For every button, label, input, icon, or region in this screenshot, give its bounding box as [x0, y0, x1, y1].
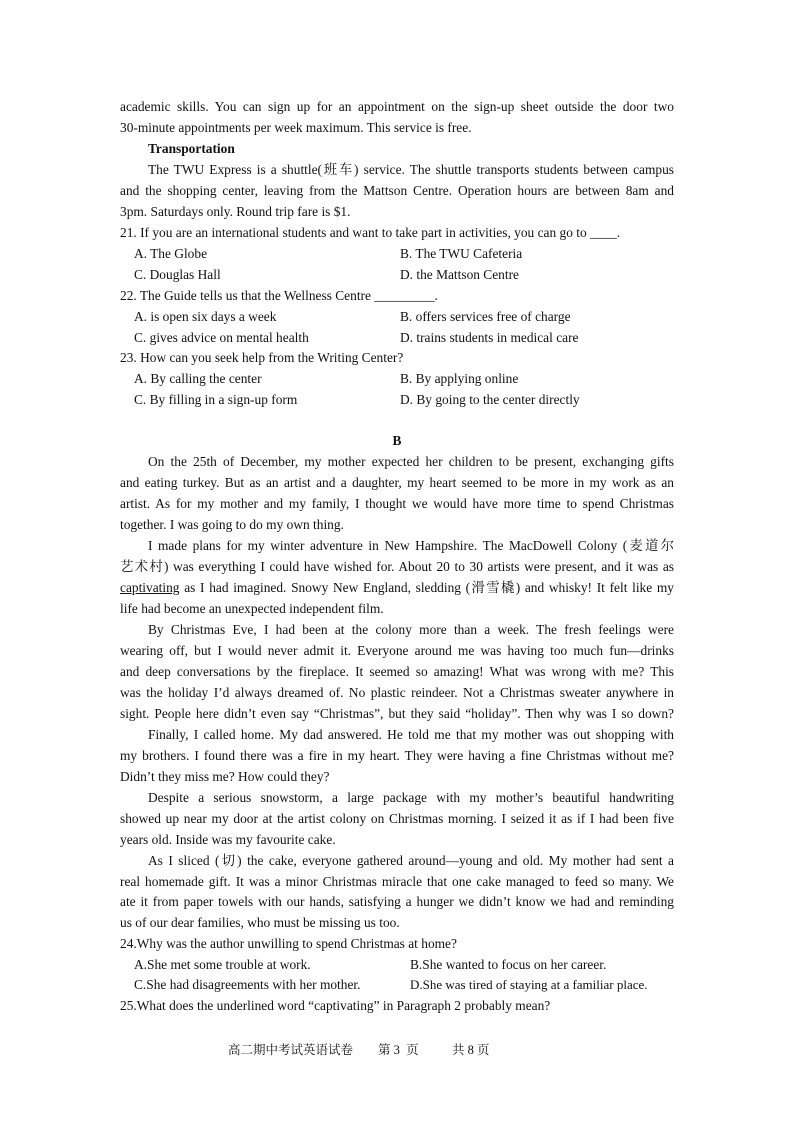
question-22-option-c: C. gives advice on mental health	[134, 330, 309, 345]
passage-b-line-rest: as I had imagined. Snowy New England, sledding (滑雪橇) and whisky! It felt like my	[179, 580, 674, 595]
passage-b-line: together. I was going to do my own thing.	[120, 517, 344, 532]
passage-a-line: and the shopping center, leaving from the Mattson Centre. Operation hours are between 8am and	[120, 183, 674, 198]
question-25-stem: 25.What does the underlined word “captivating” in Paragraph 2 probably mean?	[120, 998, 551, 1013]
passage-b-line: 艺术村) was everything I could have wished for. About 20 to 30 artists were present, and it was as	[120, 559, 674, 574]
passage-b-line: showed up near my door at the artist colony on Christmas morning. I seized it as if I had been five	[120, 811, 674, 826]
passage-b-line: Finally, I called home. My dad answered. He told me that my mother was out shopping with	[148, 727, 674, 742]
question-24-stem: 24.Why was the author unwilling to spend Christmas at home?	[120, 936, 457, 951]
passage-b-line: my brothers. I found there was a fire in my heart. They were having a fine Christmas without me?	[120, 748, 674, 763]
question-23-option-c: C. By filling in a sign-up form	[134, 392, 298, 407]
question-21-option-b: B. The TWU Cafeteria	[400, 246, 523, 261]
passage-b-line: sight. People here didn’t even say “Christmas”, but they said “holiday”. Then why was I so down?	[120, 706, 674, 721]
footer-page-number: 第 3 页	[378, 1043, 419, 1057]
footer-exam-title: 高二期中考试英语试卷	[228, 1043, 354, 1057]
passage-b-line: us of our dear families, who must be missing us too.	[120, 915, 400, 930]
passage-b-line: artist. As for my mother and my family, I thought we would have more time to spend Christmas	[120, 496, 674, 511]
transportation-heading: Transportation	[148, 141, 235, 156]
question-21-option-a: A. The Globe	[134, 246, 208, 261]
question-22-stem: 22. The Guide tells us that the Wellness Centre _________.	[120, 288, 438, 303]
question-23-option-d: D. By going to the center directly	[400, 392, 580, 407]
question-23-option-a: A. By calling the center	[134, 371, 262, 386]
passage-b-line	[120, 578, 674, 598]
passage-a-line: academic skills. You can sign up for an appointment on the sign-up sheet outside the door two	[120, 99, 674, 114]
passage-a-line: 3pm. Saturdays only. Round trip fare is $1.	[120, 204, 351, 219]
question-21-stem: 21. If you are an international students and want to take part in activities, you can go to ____.	[120, 225, 621, 240]
question-24-option-a: A.She met some trouble at work.	[134, 957, 311, 972]
question-24-option-d: D.She was tired of staying at a familiar place.	[410, 977, 648, 992]
passage-b-line: On the 25th of December, my mother expected her children to be present, exchanging gifts	[148, 454, 674, 469]
passage-a-line: 30-minute appointments per week maximum. This service is free.	[120, 120, 472, 135]
question-22-option-a: A. is open six days a week	[134, 309, 277, 324]
underlined-word-captivating: captivating	[120, 580, 180, 595]
passage-b-line: I made plans for my winter adventure in New Hampshire. The MacDowell Colony (麦道尔	[148, 538, 674, 553]
passage-b-line: real homemade gift. It was a minor Christmas miracle that one cake managed to feed so many. We	[120, 874, 674, 889]
question-24-option-b: B.She wanted to focus on her career.	[410, 957, 607, 972]
passage-b-line: wearing off, but I would never admit it. Everyone around me was having too much fun—drinks	[120, 643, 674, 658]
passage-b-line: As I sliced (切) the cake, everyone gathered around—young and old. My mother had sent a	[148, 853, 674, 868]
passage-b-line: life had become an unexpected independent film.	[120, 601, 384, 616]
passage-b-line: Despite a serious snowstorm, a large package with my mother’s beautiful handwriting	[148, 790, 674, 805]
passage-b-line: and deep conversations by the fireplace. It seemed so amazing! What was wrong with me? This	[120, 664, 674, 679]
passage-b-line: was the holiday I’d always dreamed of. No plastic reindeer. Not a Christmas sweater anywhere in	[120, 685, 674, 700]
passage-b-line: By Christmas Eve, I had been at the colony more than a week. The fresh feelings were	[148, 622, 674, 637]
question-23-stem: 23. How can you seek help from the Writing Center?	[120, 350, 404, 365]
question-21-option-d: D. the Mattson Centre	[400, 267, 520, 282]
passage-b-line: Didn’t they miss me? How could they?	[120, 769, 330, 784]
passage-a-line: The TWU Express is a shuttle(班车) service. The shuttle transports students between campus	[148, 162, 674, 177]
question-22-option-b: B. offers services free of charge	[400, 309, 571, 324]
section-b-heading: B	[392, 433, 402, 448]
question-21-option-c: C. Douglas Hall	[134, 267, 221, 282]
question-24-option-c: C.She had disagreements with her mother.	[134, 977, 361, 992]
question-22-option-d: D. trains students in medical care	[400, 330, 579, 345]
footer-total-pages: 共 8 页	[452, 1043, 490, 1057]
passage-b-line: years old. Inside was my favourite cake.	[120, 832, 336, 847]
passage-b-line: ate it from paper towels with our hands, satisfying a hunger we didn’t know we had and reminding	[120, 894, 674, 909]
passage-b-line: and eating turkey. But as an artist and a daughter, my heart seemed to be more in my work as an	[120, 475, 674, 490]
question-23-option-b: B. By applying online	[400, 371, 519, 386]
